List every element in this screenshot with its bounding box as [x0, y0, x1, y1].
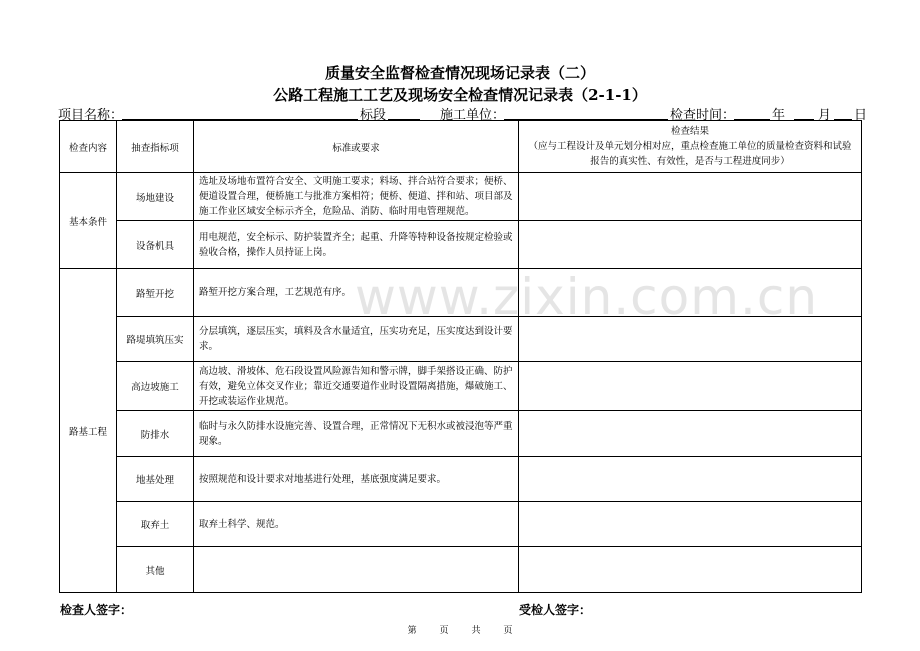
indicator-cell: 路堑开挖: [117, 269, 194, 317]
result-cell[interactable]: [519, 411, 862, 457]
header-content: 检查内容: [60, 121, 117, 173]
table-row: [60, 457, 862, 502]
header-standard: 标准或要求: [194, 121, 519, 173]
standard-cell: 按照规范和设计要求对地基进行处理，基底强度满足要求。: [194, 457, 519, 502]
indicator-cell: 其他: [117, 547, 194, 593]
table-row: [60, 269, 862, 317]
section-label: 标段: [360, 108, 387, 123]
result-cell[interactable]: [519, 317, 862, 362]
header-result: [519, 121, 862, 173]
table-row: [60, 547, 862, 593]
info-line: [58, 104, 868, 123]
table-row: [60, 502, 862, 547]
footer-page: 第: [407, 626, 417, 636]
table-header-row: [60, 121, 862, 173]
result-cell[interactable]: [519, 547, 862, 593]
indicator-cell: 取弃土: [117, 502, 194, 547]
table-row: [60, 317, 862, 362]
day-label: 日: [854, 108, 868, 123]
year-label: 年: [772, 108, 786, 123]
result-cell[interactable]: [519, 173, 862, 221]
header-indicator: 抽查指标项: [117, 121, 194, 173]
inspector-signature-label: 检查人签字：: [60, 603, 133, 617]
inspected-signature-label: 受检人签字：: [519, 603, 592, 617]
inspection-table: [59, 120, 862, 593]
indicator-cell: 防排水: [117, 411, 194, 457]
result-cell[interactable]: [519, 269, 862, 317]
result-title: 检查结果: [670, 126, 709, 137]
indicator-cell: 场地建设: [117, 173, 194, 221]
standard-cell: 分层填筑，逐层压实，填料及含水量适宜，压实功充足，压实度达到设计要求。: [194, 317, 519, 362]
result-cell[interactable]: [519, 221, 862, 269]
table-row: [60, 411, 862, 457]
result-note-2: 报告的真实性、有效性，是否与工程进度同步）: [590, 156, 790, 167]
table-row: [60, 173, 862, 221]
result-note-1: （应与工程设计及单元划分相对应，重点检查施工单位的质量检查资料和试验: [528, 141, 852, 152]
watermark: www.zixin.com.cn: [355, 268, 819, 326]
result-cell[interactable]: [519, 457, 862, 502]
result-cell[interactable]: [519, 362, 862, 411]
standard-cell: 高边坡、滑坡体、危石段设置风险源告知和警示牌，脚手架搭设正确、防护有效，避免立体交叉作业；靠近交通要道作业时设置隔离措施，爆破施工、开挖或装运作业规范。: [194, 362, 519, 411]
page-footer: [0, 623, 920, 636]
footer-page-unit: 页: [439, 626, 449, 636]
standard-cell: 取弃土科学、规范。: [194, 502, 519, 547]
table-row: [60, 221, 862, 269]
standard-cell: 选址及场地布置符合安全、文明施工要求；料场、拌合站符合要求；便桥、便道设置合理，便桥施工与批准方案相符；便桥、便道、拌和站、项目部及施工作业区域安全标示齐全，危险品、消防、临时用电管理规范。: [194, 173, 519, 221]
result-cell[interactable]: [519, 502, 862, 547]
standard-cell: 临时与永久防排水设施完善、设置合理，正常情况下无积水或被浸泡等严重现象。: [194, 411, 519, 457]
group-basic-conditions: 基本条件: [60, 173, 117, 269]
footer-total-unit: 页: [503, 626, 513, 636]
standard-cell: [194, 547, 519, 593]
standard-cell: 用电规范，安全标示、防护装置齐全；起重、升降等特种设备按规定检验或验收合格，操作人员持证上岗。: [194, 221, 519, 269]
table-row: [60, 362, 862, 411]
indicator-cell: 设备机具: [117, 221, 194, 269]
project-name-label: 项目名称：: [58, 108, 124, 123]
footer-total: 共: [471, 626, 481, 636]
indicator-cell: 路堤填筑压实: [117, 317, 194, 362]
month-label: 月: [818, 108, 832, 123]
page-subtitle: 公路工程施工工艺及现场安全检查情况记录表（2-1-1）: [273, 86, 647, 104]
construction-unit-label: 施工单位：: [440, 108, 506, 123]
indicator-cell: 地基处理: [117, 457, 194, 502]
inspection-date-label: 检查时间：: [670, 108, 736, 123]
group-subgrade: 路基工程: [60, 269, 117, 593]
page-title: 质量安全监督检查情况现场记录表（二）: [324, 64, 595, 82]
standard-cell: 路堑开挖方案合理，工艺规范有序。: [194, 269, 519, 317]
indicator-cell: 高边坡施工: [117, 362, 194, 411]
